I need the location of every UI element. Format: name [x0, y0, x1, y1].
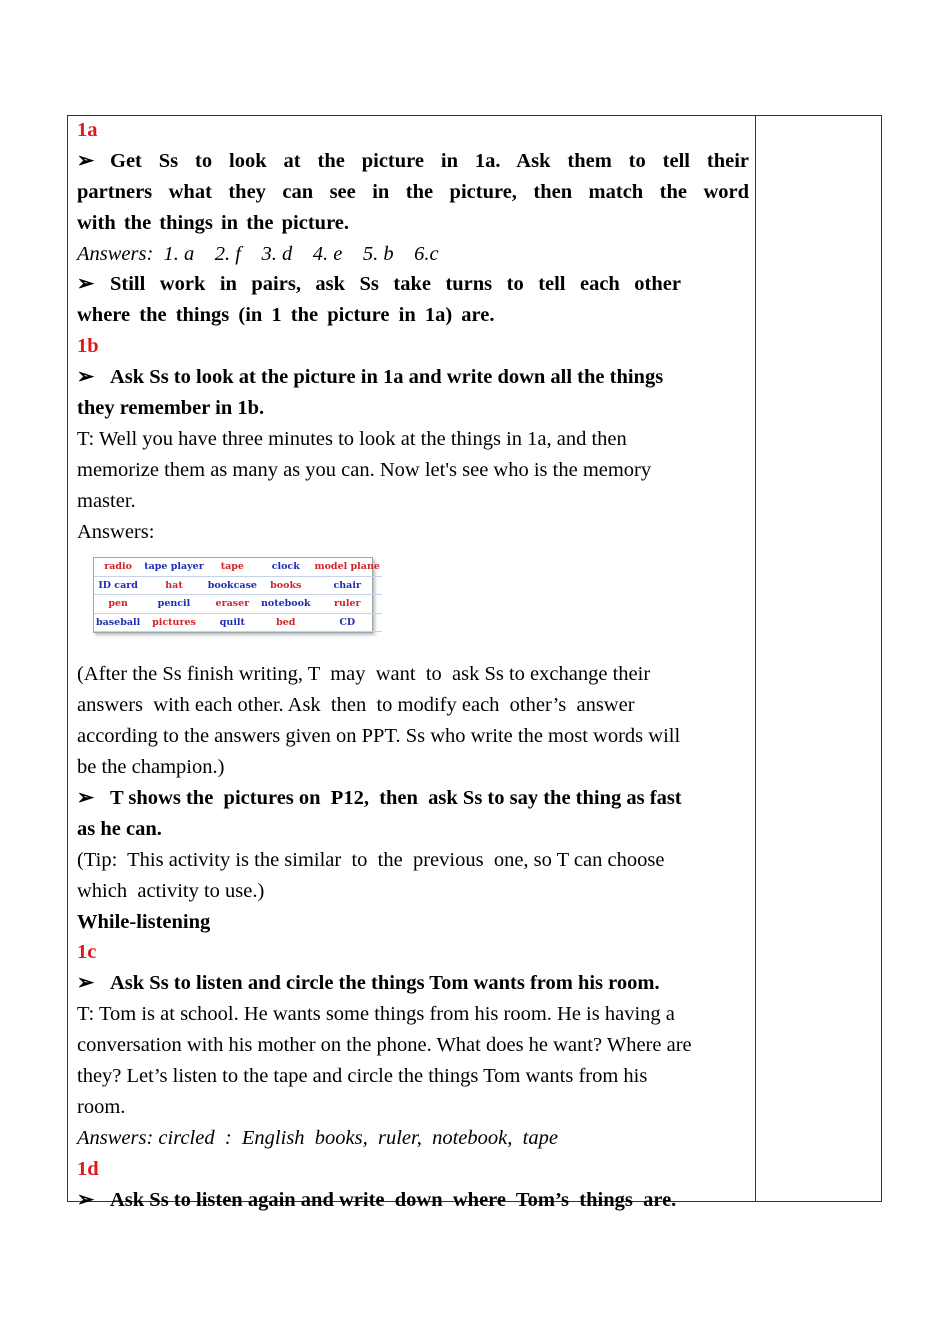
- bullet-1b-1-line1: ➢ Ask Ss to look at the picture in 1a and write down all the things: [77, 362, 749, 393]
- bullet-1b-1-line2: they remember in 1b.: [77, 397, 265, 420]
- arrow-bullet-icon: ➢: [77, 273, 95, 296]
- bullet-1b-2-line2: as he can.: [77, 817, 162, 840]
- word-grid-cell: books: [259, 576, 313, 595]
- arrow-bullet-icon: ➢: [77, 787, 95, 810]
- word-grid-cell: bookcase: [206, 576, 259, 595]
- bullet-1a-1-line1: ➢ Get Ss to look at the picture in 1a. Ask them to tell their: [77, 146, 749, 177]
- teacher-talk-1c-line3: they? Let’s listen to the tape and circle the things Tom wants from his: [77, 1065, 648, 1088]
- answers-1a: Answers: 1. a 2. f 3. d 4. e 5. b 6.c: [77, 242, 439, 265]
- heading-1d: 1d: [77, 1157, 99, 1180]
- teacher-talk-1c-line2: conversation with his mother on the phone. What does he want? Where are: [77, 1034, 692, 1057]
- teacher-talk-1b-line1: T: Well you have three minutes to look at the things in 1a, and then: [77, 427, 627, 450]
- word-grid-cell: hat: [142, 576, 206, 595]
- while-listening-heading: While-listening: [77, 910, 211, 933]
- arrow-bullet-icon: ➢: [77, 972, 95, 995]
- word-grid-cell: chair: [313, 576, 382, 595]
- word-grid-row: [94, 576, 382, 595]
- word-grid-cell: clock: [259, 558, 313, 576]
- bullet-1a-2-line2: where the things (in 1 the picture in 1a) are.: [77, 304, 495, 327]
- answers-word-image: [93, 557, 380, 633]
- word-grid-cell: notebook: [259, 595, 313, 614]
- bullet-1a-2-line1: ➢ Still work in pairs, ask Ss take turns to tell each other: [77, 269, 681, 300]
- word-grid-cell: ID card: [94, 576, 142, 595]
- after-note-line1: (After the Ss finish writing, T may want to ask Ss to exchange their: [77, 663, 651, 686]
- word-grid-cell: eraser: [206, 595, 259, 614]
- arrow-bullet-icon: ➢: [77, 1188, 95, 1211]
- word-grid-row: [94, 613, 382, 632]
- word-grid-cell: baseball: [94, 613, 142, 632]
- answers-1c: Answers: circled : English books, ruler, notebook, tape: [77, 1126, 558, 1149]
- word-grid-cell: tape player: [142, 558, 206, 576]
- bullet-1b-2-line1: ➢ T shows the pictures on P12, then ask Ss to say the thing as fast: [77, 783, 749, 814]
- heading-1c: 1c: [77, 941, 97, 964]
- teacher-talk-1b-line2: memorize them as many as you can. Now let's see who is the memory: [77, 458, 652, 481]
- word-grid-cell: radio: [94, 558, 142, 576]
- lesson-cell: [77, 115, 749, 1216]
- answers-label-1b: Answers:: [77, 520, 155, 543]
- word-grid-cell: ruler: [313, 595, 382, 614]
- teacher-talk-1c-line4: room.: [77, 1095, 126, 1118]
- tip-line1: (Tip: This activity is the similar to the previous one, so T can choose: [77, 848, 665, 871]
- word-grid-cell: quilt: [206, 613, 259, 632]
- word-grid-cell: bed: [259, 613, 313, 632]
- column-divider: [755, 115, 756, 1202]
- after-note-line4: be the champion.): [77, 756, 225, 779]
- bullet-1d: ➢ Ask Ss to listen again and write down where Tom’s things are.: [77, 1185, 749, 1216]
- bullet-1c: ➢ Ask Ss to listen and circle the things Tom wants from his room.: [77, 968, 749, 999]
- teacher-talk-1c-line1: T: Tom is at school. He wants some things from his room. He is having a: [77, 1003, 675, 1026]
- word-grid-cell: model plane: [313, 558, 382, 576]
- after-note-line3: according to the answers given on PPT. Ss who write the most words will: [77, 725, 681, 748]
- after-note-line2: answers with each other. Ask then to modify each other’s answer: [77, 694, 635, 717]
- word-grid-cell: CD: [313, 613, 382, 632]
- word-grid-cell: tape: [206, 558, 259, 576]
- heading-1a: 1a: [77, 119, 98, 141]
- heading-1b: 1b: [77, 335, 99, 358]
- bullet-1a-1-line3: with the things in the picture.: [77, 211, 350, 234]
- arrow-bullet-icon: ➢: [77, 149, 95, 172]
- word-grid-row: [94, 595, 382, 614]
- bullet-1a-1-line2: partners what they can see in the picture, then match the word: [77, 180, 749, 203]
- word-grid-cell: pictures: [142, 613, 206, 632]
- word-grid-cell: pencil: [142, 595, 206, 614]
- word-grid-row: [94, 558, 382, 576]
- word-grid-cell: pen: [94, 595, 142, 614]
- word-grid: [94, 558, 382, 632]
- arrow-bullet-icon: ➢: [77, 366, 95, 389]
- tip-line2: which activity to use.): [77, 879, 265, 902]
- teacher-talk-1b-line3: master.: [77, 489, 136, 512]
